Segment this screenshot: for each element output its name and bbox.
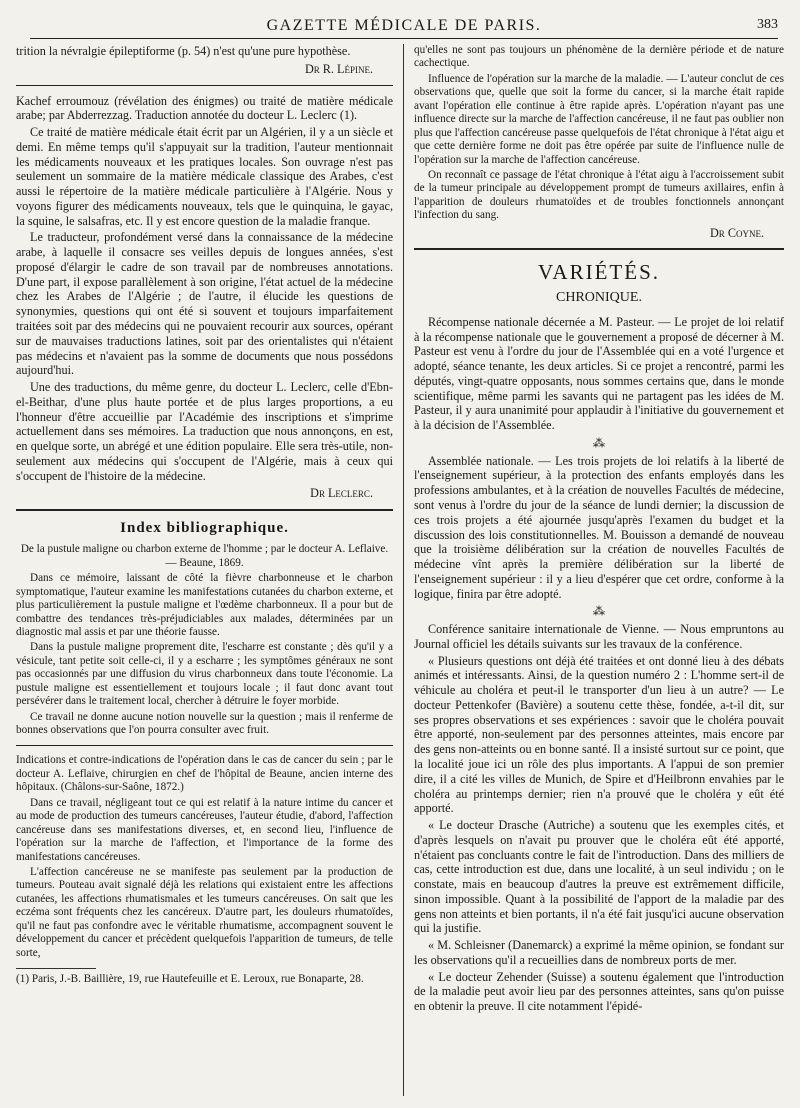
schleisner-paragraph: « M. Schleisner (Danemarck) a exprimé la même opinion, se fondant sur les observations qu'il a recueillies dans de nombreux ports de mer.	[414, 938, 784, 967]
assemblee-paragraph: Assemblée nationale. — Les trois projets de loi relatifs à la liberté de l'enseignement supérieur, à la protection des enfants employés dans les professions ambulantes, et à la création de nouvelles Facultés de médecine, sont venus à l'ordre du jour de la séance de lundi dernier; la discussion de ces trois projets a été ajournée jusqu'après l'examen du budget et la discussion des lois constitutionnelles. M. Bouisson a demandé de nouveau que la troisième délibération sur la création de nouvelles Facultés de médecine vînt après la première délibération sur la liberté de l'enseignement supérieur : il y a lieu d'espérer que cet ordre, conforme à la logique, finira par être adopté.	[414, 453, 784, 601]
asterism: ⁂	[592, 604, 606, 619]
divider	[16, 85, 393, 86]
varietes-title: VARIÉTÉS.	[537, 260, 661, 285]
signature-leclerc: Dr Leclerc.	[310, 486, 373, 501]
influence-paragraph: Influence de l'opération sur la marche de la maladie. — L'auteur conclut de ces observations que, quelle que soit la forme du cancer, si la marche était rapide avant l'opération elle continue à être rapide après. L'opération n'ayant pas une influence directe sur la marche de l'affection cancéreuse, il ne faut pas oublier non plus que l'affection cancéreuse passe quelquefois de l'état chronique à l'état aigu et que cette dernière forme ne doit pas être opérée par suite de l'influence nulle de l'opération sur la marche de l'affection cancéreuse.	[414, 72, 784, 166]
zehender-paragraph: « Le docteur Zehender (Suisse) a soutenu également que l'introduction de la maladie peut avoir lieu par des personnes atteintes, sans qu'on puisse en obtenir la preuve. Il cite notamment l'épidé-	[414, 969, 784, 1014]
kachef-paragraph-3: Une des traductions, du même genre, du docteur L. Leclerc, celle d'Ebn-el-Beithar, d'une plus haute portée et de plus larges proportions, a eu l'honneur d'être accueillie par l'Académie des inscriptions et s'imprime actuellement dans ses mémoires. La traduction que nous annonçons, en est, en quelque sorte, un abrégé et une édition populaire. Elle sera très-utile, non-seulement aux médecins qui s'occupent de l'Algérie, mais à ceux qui s'occupent de l'histoire de la médecine.	[16, 380, 393, 483]
index-title: Index bibliographique.	[120, 520, 289, 537]
kachef-paragraph-1: Ce traité de matière médicale était écrit par un Algérien, il y a un siècle et demi. En même temps qu'il s'appuyait sur la tradition, l'auteur mentionnait les médicaments nouveaux et les pratiques locales. Son ouvrage n'est pas seulement un sommaire de la matière médicale classique des Arabes, c'est aussi le répertoire de la matière médicale particulière à l'Algérie. Nous y voyons figurer des médicaments nouveaux, tels que le quinquina, le gayac, la squine, le salsafras, etc. Il y est encore question de la maladie franque.	[16, 125, 393, 228]
footnote-rule	[16, 968, 96, 969]
footnote: (1) Paris, J.-B. Baillière, 19, rue Hautefeuille et E. Leroux, rue Bonaparte, 28.	[16, 973, 364, 986]
journal-title: GAZETTE MÉDICALE DE PARIS.	[266, 17, 542, 34]
asterism: ⁂	[592, 435, 606, 450]
pustule-heading: De la pustule maligne ou charbon externe de l'homme ; par le docteur A. Leflaive. — Beaune, 1869.	[20, 543, 389, 569]
right-column	[414, 44, 784, 1016]
drasche-paragraph: « Le docteur Drasche (Autriche) a soutenu que les exemples cités, et d'après lesquels on n'avait pu prouver que le choléra eût été apporté, n'étaient pas concluants contre le fait de l'introduction. Dans des milliers de cas, cette introduction est due, dans une localité, à un seul individu ; on le constate, mais en beaucoup d'autres la preuve est extrêmement difficile, sinon impossible. Quant à la possibilité de l'apport de la maladie par des gens non atteints et bien portants, il n'a été fait jusqu'ici aucune observation qui la justifie.	[414, 818, 784, 936]
pustule-paragraph-3: Ce travail ne donne aucune notion nouvelle sur la question ; mais il renferme de bonnes observations que l'on pourra consulter avec fruit.	[16, 710, 393, 737]
vienne-paragraph: Conférence sanitaire internationale de Vienne. — Nous empruntons au Journal officiel les détails suivants sur les travaux de la conférence.	[414, 622, 784, 651]
cancer-heading: Indications et contre-indications de l'opération dans le cas de cancer du sein ; par le docteur A. Leflaive, chirurgien en chef de l'hôpital de Beaune, ancien interne des hôpitaux. (Châlons-sur-Saône, 1872.)	[16, 754, 393, 794]
pustule-paragraph-2: Dans la pustule maligne proprement dite, l'escharre est constante ; dès qu'il y a vésicule, tant petite soit celle-ci, il y a escharre ; les symptômes généraux ne sont pas occasionnés par une diffusion du virus charbonneux dans toute l'économie. La pustule maligne est essentiellement et toujours locale ; il faut donc avant tout persévérer dans le traitement local, chercher à détruire le foyer morbide.	[16, 641, 393, 708]
pustule-paragraph-1: Dans ce mémoire, laissant de côté la fièvre charbonneuse et le charbon symptomatique, l'auteur examine les manifestations cutanées du charbon externe, et plus particulièrement la pustule maligne et l'œdème charbonneux. Il a pour but de combattre des tendances très-préjudiciables aux malades, déterminées par un diagnostic mal assis et par une théorie fausse.	[16, 572, 393, 638]
continuation-paragraph: qu'elles ne sont pas toujours un phénomène de la dernière période et de nature cachectique.	[414, 44, 784, 70]
signature-coyne: Dr Coyne.	[709, 225, 764, 240]
signature-lepine: Dr R. Lépine.	[304, 61, 373, 76]
column-divider	[403, 44, 404, 1096]
reconnait-paragraph: On reconnaît ce passage de l'état chronique à l'état aigu à l'accroissement subit de la tumeur principale au développement prompt de tumeurs axillaires, enfin à l'apparition de douleurs rhumatoïdes et de troubles fonctionnels annonçant l'infection du sang.	[414, 168, 784, 222]
divider-thick	[16, 509, 393, 511]
left-column	[16, 44, 393, 988]
intro-paragraph: trition la névralgie épileptiforme (p. 54) n'est qu'une pure hypothèse.	[16, 44, 351, 58]
cancer-paragraph-1: Dans ce travail, négligeant tout ce qui est relatif à la nature intime du cancer et au mode de production des tumeurs cancéreuses, l'auteur étudie, d'abord, l'affection cancéreuse dans ses manifestations diverses, et, en second lieu, l'influence de l'opération sur la marche de l'affection, et l'importance de la forme des manifestations cancéreuses.	[16, 796, 393, 863]
page-number: 383	[757, 17, 778, 32]
page-header	[30, 10, 778, 39]
chronique-title: CHRONIQUE.	[556, 289, 642, 305]
kachef-paragraph-2: Le traducteur, profondément versé dans la connaissance de la médecine arabe, à laquelle il consacre ses veilles depuis de longues années, s'est proposé d'élargir le cadre de son travail par de nombreuses annotations. D'une part, il expose parallèlement à son origine, l'état actuel de la médecine chez les Arabes de l'Algérie ; de l'autre, il élucide les questions de synonymies, questions qui ont été si souvent et toujours imparfaitement traitées soit par des médecins qui ne pouvaient recourir aux sources, opérant sur de mauvaises traductions latines, soit par des orientalistes qui n'étaient pas médecins et n'avaient pas la somme de documents que nous possédons aujourd'hui.	[16, 230, 393, 378]
pasteur-paragraph: Récompense nationale décernée a M. Pasteur. — Le projet de loi relatif à la récompense nationale que le gouvernement a proposé de décerner à M. Pasteur est venu à l'ordre du jour de l'Assemblée qui en a voté l'urgence et adopté, séance tenante, les deux articles. Si ce projet a rencontré, parmi les députés, vingt-quatre opposants, nous sommes certains que, dans le monde scientifique, même parmi les savants qui ne partagent pas les idées de M. Pasteur, il y aura unanimité pour applaudir à l'initiative du gouvernement et à la décision de l'Assemblée.	[414, 314, 784, 433]
kachef-heading: Kachef erroumouz (révélation des énigmes) ou traité de matière médicale arabe; par Abderrezzag. Traduction annotée du docteur L. Leclerc (1).	[16, 93, 393, 123]
questions-paragraph: « Plusieurs questions ont déjà été traitées et ont donné lieu à des débats animés et intéressants. Ainsi, de la question numéro 2 : L'homme sert-il de véhicule au choléra et peut-il le transporter d'un lieu à un autre? — Le docteur Pettenkofer (Bavière) a soutenu cette thèse, fondée, a-t-il dit, sur ses propres observations et ses expériences : savoir que le choléra pouvait être apporté, non-seulement par des personnes atteintes, mais encore par des gens non-atteints ou en bonne santé. Il a insisté surtout sur ce point, que la localité joue ici un rôle des plus importants. A l'appui de son premier dire, il a cité les villes de Munich, de Spire et d'Heilbronn envahies par le choléra au printemps dernier; rien n'a prouvé que le choléra y eût été apporté.	[414, 653, 784, 816]
cancer-paragraph-2: L'affection cancéreuse ne se manifeste pas seulement par la production de tumeurs. Pouteau avait signalé déjà les relations qui existaient entre les affections cutanées, les affections rhumatismales et les tumeurs cancéreuses. On sait que les eczéma sont fréquents chez les cancéreux. D'autre part, les douleurs rhumatoïdes, qu'il ne faut pas confondre avec le véritable rhumatisme, accompagnent souvent le développement du cancer et précèdent quelquefois l'apparition de tumeurs, de telle sorte,	[16, 865, 393, 959]
divider	[16, 745, 393, 746]
divider-thick	[414, 248, 784, 250]
